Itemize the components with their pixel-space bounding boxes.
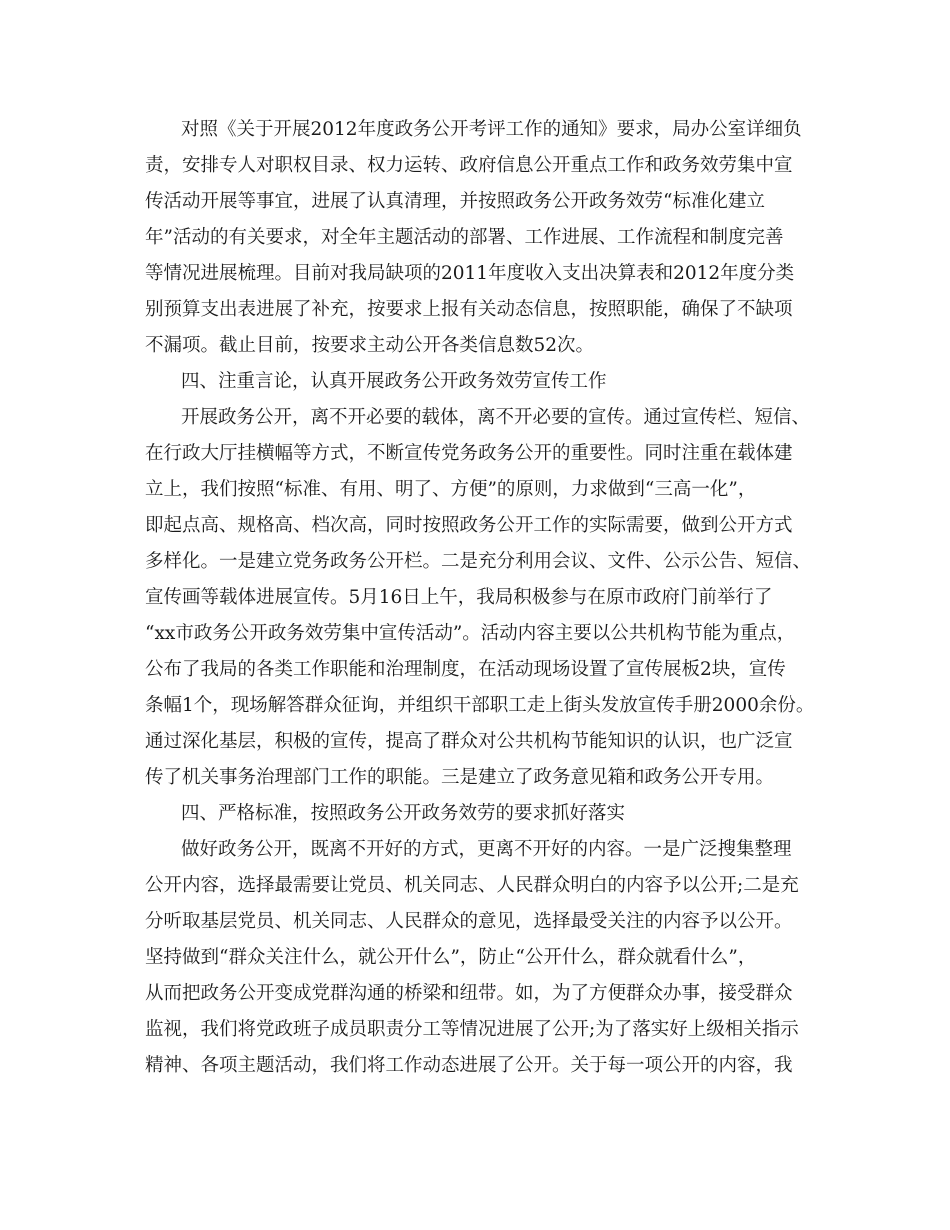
paragraph-line: 责，安排专人对职权目录、权力运转、政府信息公开重点工作和政务效劳集中宣 xyxy=(145,155,793,176)
section-heading: 四、严格标准，按照政务公开政务效劳的要求抓好落实 xyxy=(181,803,626,824)
paragraph-line: 精神、各项主题活动，我们将工作动态进展了公开。关于每一项公开的内容，我 xyxy=(145,1055,793,1076)
paragraph-line: 公开内容，选择最需要让党员、机关同志、人民群众明白的内容予以公开;二是充 xyxy=(145,875,799,896)
paragraph-line: 在行政大厅挂横幅等方式，不断宣传党务政务公开的重要性。同时注重在载体建 xyxy=(145,443,793,464)
paragraph-line: 通过深化基层，积极的宣传，提高了群众对公共机构节能知识的认识，也广泛宣 xyxy=(145,731,793,752)
paragraph-line: 不漏项。截止目前，按要求主动公开各类信息数52次。 xyxy=(145,335,595,356)
paragraph-line: “xx市政务公开政务效劳集中宣传活动”。活动内容主要以公共机构节能为重点， xyxy=(145,623,796,644)
paragraph-line: 传活动开展等事宜，进展了认真清理，并按照政务公开政务效劳“标准化建立 xyxy=(145,191,765,212)
paragraph-line: 年”活动的有关要求，对全年主题活动的部署、工作进展、工作流程和制度完善 xyxy=(145,227,784,248)
paragraph-line: 开展政务公开，离不开必要的载体，离不开必要的宣传。通过宣传栏、短信、 xyxy=(181,407,811,428)
paragraph-line: 从而把政务公开变成党群沟通的桥梁和纽带。如，为了方便群众办事，接受群众 xyxy=(145,983,793,1004)
paragraph-line: 等情况进展梳理。目前对我局缺项的2011年度收入支出决算表和2012年度分类 xyxy=(145,263,795,284)
paragraph-line: 监视，我们将党政班子成员职责分工等情况进展了公开;为了落实好上级相关指示 xyxy=(145,1019,799,1040)
paragraph-line: 即起点高、规格高、档次高，同时按照政务公开工作的实际需要，做到公开方式 xyxy=(145,515,793,536)
paragraph-line: 多样化。一是建立党务政务公开栏。二是充分利用会议、文件、公示公告、短信、 xyxy=(145,551,812,572)
paragraph-line: 传了机关事务治理部门工作的职能。三是建立了政务意见箱和政务公开专用。 xyxy=(145,767,775,788)
paragraph-line: 宣传画等载体进展宣传。5月16日上午，我局积极参与在原市政府门前举行了 xyxy=(145,587,773,608)
paragraph-line: 做好政务公开，既离不开好的方式，更离不开好的内容。一是广泛搜集整理 xyxy=(181,839,792,860)
paragraph-line: 公布了我局的各类工作职能和治理制度，在活动现场设置了宣传展板2块，宣传 xyxy=(145,659,786,680)
paragraph-line: 立上，我们按照“标准、有用、明了、方便”的原则，力求做到“三高一化”， xyxy=(145,479,757,500)
paragraph-line: 别预算支出表进展了补充，按要求上报有关动态信息，按照职能，确保了不缺项 xyxy=(145,299,793,320)
paragraph-line: 条幅1个，现场解答群众征询，并组织干部职工走上街头发放宣传手册2000余份。 xyxy=(145,695,815,716)
paragraph-line: 分听取基层党员、机关同志、人民群众的意见，选择最受关注的内容予以公开。 xyxy=(145,911,793,932)
paragraph-line: 坚持做到“群众关注什么，就公开什么”，防止“公开什么，群众就看什么”， xyxy=(145,947,757,968)
paragraph-line: 对照《关于开展2012年度政务公开考评工作的通知》要求，局办公室详细负 xyxy=(181,119,802,140)
section-heading: 四、注重言论，认真开展政务公开政务效劳宣传工作 xyxy=(181,371,607,392)
